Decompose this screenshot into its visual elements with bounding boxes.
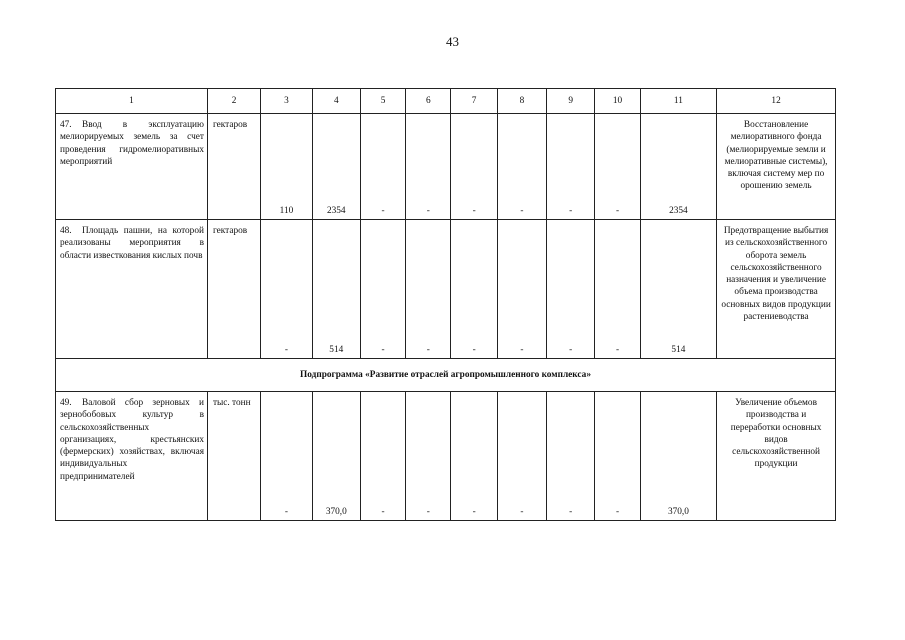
table-row	[56, 392, 836, 521]
value-cell: -	[547, 220, 595, 359]
column-header: 1	[56, 89, 208, 114]
subprogram-title: Подпрограмма «Развитие отраслей агропромышленного комплекса»	[56, 359, 836, 392]
value-cell: -	[360, 392, 405, 521]
value-cell: -	[497, 392, 546, 521]
result-cell: Восстановление мелиоративного фонда (мелиорируемые земли и мелиоративные системы), включая систему мер по орошению земель	[717, 114, 836, 220]
table-row	[56, 220, 836, 359]
value-cell: -	[497, 220, 546, 359]
value-cell: 514	[640, 220, 716, 359]
page-number: 43	[446, 34, 459, 49]
column-header: 6	[406, 89, 451, 114]
value-cell: -	[497, 114, 546, 220]
column-header: 8	[497, 89, 546, 114]
row-number: 47.	[60, 120, 72, 130]
column-header: 12	[717, 89, 836, 114]
subprogram-row	[56, 359, 836, 392]
indicators-table	[55, 88, 836, 521]
value-cell: 514	[312, 220, 360, 359]
row-number: 49.	[60, 398, 72, 408]
column-header: 9	[547, 89, 595, 114]
value-cell: 370,0	[312, 392, 360, 521]
column-header: 2	[207, 89, 260, 114]
unit-cell: тыс. тонн	[207, 392, 260, 521]
column-header: 10	[595, 89, 640, 114]
column-header: 4	[312, 89, 360, 114]
value-cell: -	[451, 114, 497, 220]
value-cell: -	[406, 114, 451, 220]
value-cell: -	[360, 220, 405, 359]
value-cell: -	[360, 114, 405, 220]
indicator-name	[56, 392, 208, 521]
value-cell: -	[261, 392, 312, 521]
indicator-name	[56, 220, 208, 359]
value-cell: -	[595, 220, 640, 359]
column-header: 11	[640, 89, 716, 114]
unit-cell: гектаров	[207, 220, 260, 359]
indicator-name	[56, 114, 208, 220]
row-number: 48.	[60, 226, 72, 236]
value-cell: -	[595, 114, 640, 220]
value-cell: -	[451, 392, 497, 521]
value-cell: -	[595, 392, 640, 521]
indicator-text: Площадь пашни, на которой реализованы мероприятия в области известкования кислых почв	[60, 226, 204, 261]
value-cell: -	[406, 220, 451, 359]
value-cell: 2354	[640, 114, 716, 220]
unit-cell: гектаров	[207, 114, 260, 220]
result-cell: Увеличение объемов производства и переработки основных видов сельскохозяйственной продукции	[717, 392, 836, 521]
header-row	[56, 89, 836, 114]
column-header: 3	[261, 89, 312, 114]
indicator-text: Ввод в эксплуатацию мелиорируемых земель за счет проведения гидромелиоративных мероприятий	[60, 120, 204, 167]
value-cell: 370,0	[640, 392, 716, 521]
value-cell: 2354	[312, 114, 360, 220]
table-row	[56, 114, 836, 220]
column-header: 5	[360, 89, 405, 114]
value-cell: -	[406, 392, 451, 521]
value-cell: 110	[261, 114, 312, 220]
indicator-text: Валовой сбор зерновых и зернобобовых культур в сельскохозяйственных организациях, крестьянских (фермерских) хозяйствах, включая индивидуальных предпринимателей	[60, 398, 204, 482]
value-cell: -	[547, 114, 595, 220]
value-cell: -	[261, 220, 312, 359]
value-cell: -	[451, 220, 497, 359]
result-cell: Предотвращение выбытия из сельскохозяйственного оборота земель сельскохозяйственного назначения и увеличение объема производства основных видов продукции растениеводства	[717, 220, 836, 359]
column-header: 7	[451, 89, 497, 114]
value-cell: -	[547, 392, 595, 521]
